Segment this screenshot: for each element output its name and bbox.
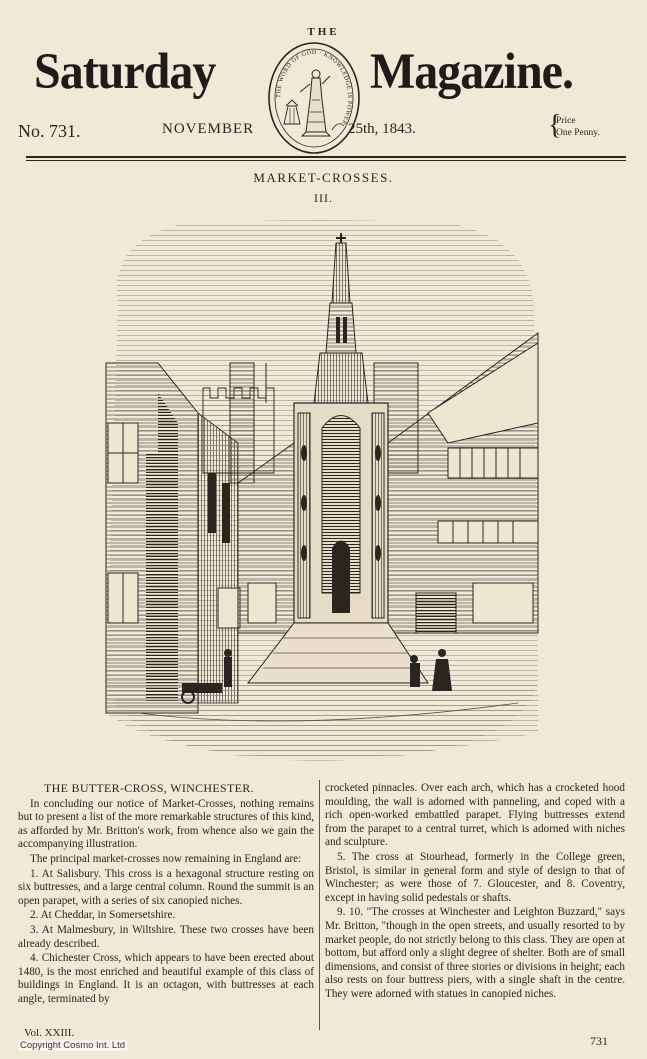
price-line-2: One Penny. bbox=[556, 128, 600, 138]
paragraph: In concluding our notice of Market-Crosses, nothing remains but to present a list of the more remarkable structures of this kind, as afforded by Mr. Britton's work, from whence also we gain the accompanying illustration. bbox=[18, 797, 314, 851]
list-item: 2. At Cheddar, in Somersetshire. bbox=[30, 909, 176, 922]
masthead-the: THE bbox=[307, 26, 340, 38]
price-brace: { bbox=[548, 110, 562, 141]
copyright-watermark: Copyright Cosmo Int. Ltd bbox=[20, 1040, 126, 1051]
header-rule-thin bbox=[26, 160, 626, 161]
illustration-caption: THE BUTTER-CROSS, WINCHESTER. bbox=[44, 781, 254, 795]
list-item: 4. Chichester Cross, which appears to have been erected about 1480, is the most enriched and beautiful example of this class of buildings in England. It is an octagon, with buttresses at each angle, terminated by bbox=[18, 952, 314, 1005]
header-rule-thick bbox=[26, 156, 626, 158]
article-column-right bbox=[325, 782, 625, 1003]
issue-month: NOVEMBER bbox=[162, 121, 255, 137]
list-item: 3. At Malmesbury, in Wiltshire. These two crosses have been already described. bbox=[18, 923, 314, 950]
paragraph: The principal market-crosses now remaining in England are: bbox=[30, 852, 302, 865]
list-item: 5. The cross at Stourhead, formerly in the College green, Bristol, is similar in general form and style of design to that of Winchester; as were those of 7. Gloucester, and 8. Coventry, except in having solid pedestals or shafts. bbox=[325, 850, 625, 904]
column-divider bbox=[319, 780, 320, 1030]
masthead-title-left: Saturday bbox=[34, 43, 216, 100]
issue-date: 25th, 1843. bbox=[348, 121, 416, 137]
list-item: 1. At Salisbury. This cross is a hexagonal structure resting on six buttresses, and a large central column. Round the summit is an open parapet, with a series of six canopied niches. bbox=[18, 867, 314, 907]
list-item: 9. 10. "The crosses at Winchester and Leighton Buzzard," says Mr. Britton, "though in the open streets, and usually resorted to by market people, do not strictly belong to this class. They are open at bottom, but afford only a slight degree of shelter. Both are of small dimensions, and consist of three stories or divisions in height; each also rests on four buttress piers, with a single shaft in the centre. They were adorned with statues in canopied niches. bbox=[325, 906, 625, 1000]
issue-number: No. 731. bbox=[18, 121, 81, 141]
issue-price bbox=[556, 115, 600, 139]
article-column-left bbox=[18, 782, 314, 1008]
seal-text: THE WORD OF GOD · KNOWLEDGE IS POWER bbox=[274, 48, 354, 127]
butter-cross-engraving bbox=[98, 213, 543, 765]
price-line-1: Price bbox=[556, 116, 576, 126]
article-heading: MARKET-CROSSES. bbox=[253, 170, 394, 185]
article-part: III. bbox=[314, 191, 333, 205]
paragraph: crocketed pinnacles. Over each arch, which has a crocketed hood moulding, the wall is adorned with panneling, and coped with a rich open-worked embattled parapet. Flying buttresses extend from the parapet to a central turret, which is adorned with niches and sculpture. bbox=[325, 782, 625, 849]
page-number: 731 bbox=[590, 1034, 608, 1048]
masthead-title-right: Magazine. bbox=[370, 43, 573, 100]
magazine-seal-emblem bbox=[266, 40, 362, 156]
volume-label: Vol. XXIII. bbox=[24, 1027, 75, 1039]
